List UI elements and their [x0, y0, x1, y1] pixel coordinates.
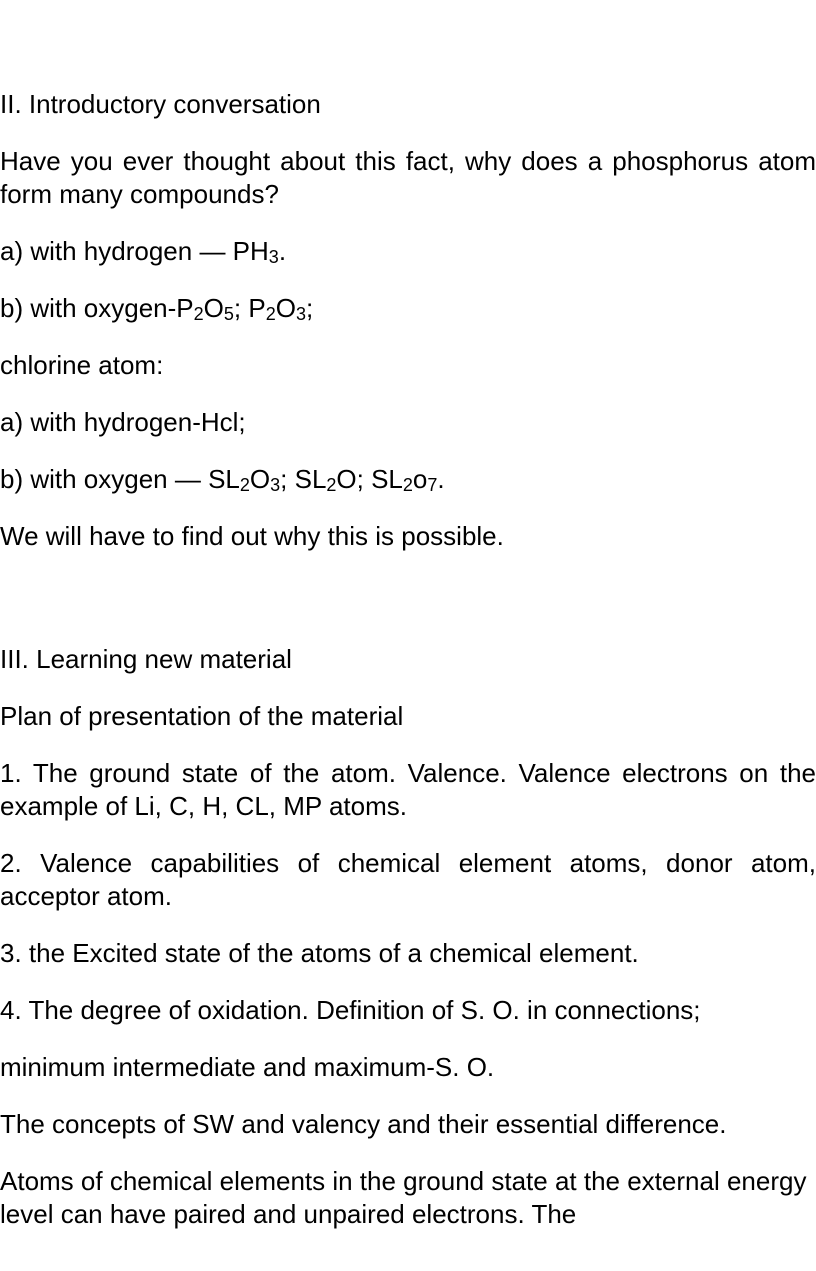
plan-title: Plan of presentation of the material [0, 701, 404, 731]
plan-item-1: 1. The ground state of the atom. Valence. Valence electrons on the example of Li, C, H, CL, MP atoms. [0, 758, 816, 821]
chlorine-label: chlorine atom: [0, 350, 164, 380]
section-heading-introductory: II. Introductory conversation [0, 89, 321, 119]
plan-item-4: 4. The degree of oxidation. Definition of S. O. in connections; [0, 995, 701, 1025]
chlorine-oxygen-line: b) with oxygen — $SL_2O_3$; $SL_2O$; $SL_2o_7$. [0, 464, 445, 495]
phosphorus-oxygen-line: b) with oxygen-$P_2O_5$; $P_2O_3$; [0, 293, 314, 324]
phosphorus-hydrogen-line: a) with hydrogen — $PH_3$. [0, 236, 287, 267]
atoms-paragraph: Atoms of chemical elements in the ground state at the external energy level can have paired and unpaired electrons. The [0, 1166, 807, 1229]
plan-item-3: 3. the Excited state of the atoms of a chemical element. [0, 938, 639, 968]
document [0, 88, 816, 1255]
plan-item-2: 2. Valence capabilities of chemical element atoms, donor atom, acceptor atom. [0, 848, 816, 911]
concepts-sentence: The concepts of SW and valency and their essential difference. [0, 1109, 727, 1139]
section-heading-learning: III. Learning new material [0, 644, 292, 674]
intro-question: Have you ever thought about this fact, why does a phosphorus atom form many compounds? [0, 146, 816, 209]
closing-sentence: We will have to find out why this is possible. [0, 521, 504, 551]
chlorine-hydrogen-line: a) with hydrogen-Hcl; [0, 407, 246, 437]
plan-item-4-continued: minimum intermediate and maximum-S. O. [0, 1052, 495, 1082]
